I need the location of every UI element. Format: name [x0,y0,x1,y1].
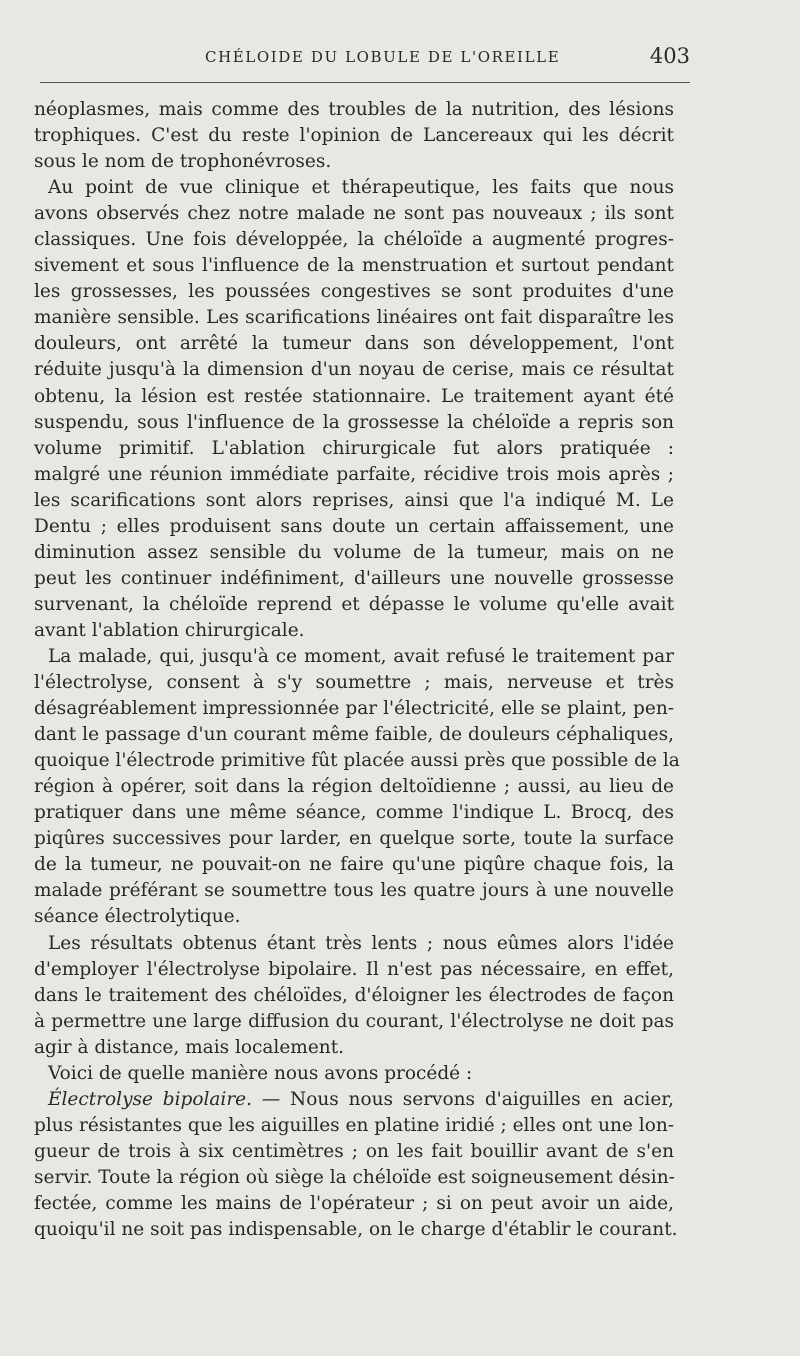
text-line: pratiquer dans une même séance, comme l'indique L. Brocq, des [34,802,674,824]
text-line: néoplasmes, mais comme des troubles de la nutrition, des lésions [34,99,674,120]
section-heading: Électrolyse bipolaire. [48,1088,252,1110]
text-line: douleurs, ont arrêté la tumeur dans son développement, l'ont [34,333,674,355]
page-number: 403 [649,44,690,68]
text-line: l'électrolyse, consent à s'y soumettre ; mais, nerveuse et très [34,672,674,694]
text-line: survenant, la chéloïde reprend et dépasse le volume qu'elle avait [34,593,674,615]
text-line: servir. Toute la région où siège la chéloïde est soigneusement désin- [34,1166,675,1188]
text-fragment: — Nous nous servons d'aiguilles en acier, [252,1088,674,1110]
text-line: quoique l'électrode primitive fût placée aussi près que possible de la [34,750,680,772]
body-text [34,97,680,1243]
text-line: obtenu, la lésion est restée stationnaire. Le traitement ayant été [34,385,674,407]
text-line: plus résistantes que les aiguilles en platine iridié ; elles ont une lon- [34,1114,674,1136]
text-line: désagréablement impressionnée par l'électricité, elle se plaint, pen- [34,698,674,720]
text-line: diminution assez sensible du volume de la tumeur, mais on ne [34,541,674,563]
text-line: Voici de quelle manière nous avons procédé : [48,1062,473,1084]
text-line: séance électrolytique. [34,906,241,928]
text-line: suspendu, sous l'influence de la grossesse la chéloïde a repris son [34,411,674,433]
text-line: Les résultats obtenus étant très lents ; nous eûmes alors l'idée [48,932,674,954]
text-line: quoiqu'il ne soit pas indispensable, on le charge d'établir le courant. [34,1219,678,1241]
text-line: fectée, comme les mains de l'opérateur ; si on peut avoir un aide, [34,1192,674,1214]
text-line: peut les continuer indéfiniment, d'ailleurs une nouvelle grossesse [34,567,674,589]
text-line: malade préférant se soumettre tous les quatre jours à une nouvelle [34,880,674,902]
text-line: agir à distance, mais localement. [34,1036,345,1058]
text-line: sivement et sous l'influence de la menstruation et surtout pendant [34,255,674,277]
text-line: dans le traitement des chéloïdes, d'éloigner les électrodes de façon [34,984,674,1006]
text-line: avant l'ablation chirurgicale. [34,619,305,641]
text-line: volume primitif. L'ablation chirurgicale fut alors pratiquée : [34,437,674,459]
text-line: avons observés chez notre malade ne sont pas nouveaux ; ils sont [34,203,674,225]
text-line: les scarifications sont alors reprises, ainsi que l'a indiqué M. Le [34,489,674,511]
text-line: de la tumeur, ne pouvait-on ne faire qu'une piqûre chaque fois, la [34,854,674,876]
text-line: dant le passage d'un courant même faible, de douleurs céphaliques, [34,724,674,746]
text-line: manière sensible. Les scarifications linéaires ont fait disparaître les [34,307,674,329]
text-line: sous le nom de trophonévroses. [34,151,332,173]
text-line: région à opérer, soit dans la région deltoïdienne ; aussi, au lieu de [34,776,674,798]
text-line: réduite jusqu'à la dimension d'un noyau de cerise, mais ce résultat [34,359,674,381]
text-line: gueur de trois à six centimètres ; on les fait bouillir avant de s'en [34,1140,674,1162]
page-header [40,44,690,80]
text-line: les grossesses, les poussées congestives se sont produites d'une [34,281,674,303]
text-line: piqûres successives pour larder, en quelque sorte, toute la surface [34,828,674,850]
text-line: classiques. Une fois développée, la chéloïde a augmenté progres- [34,229,674,251]
running-title: CHÉLOIDE DU LOBULE DE L'OREILLE [205,48,561,66]
text-line: trophiques. C'est du reste l'opinion de Lancereaux qui les décrit [34,125,674,147]
text-line: d'employer l'électrolyse bipolaire. Il n'est pas nécessaire, en effet, [34,958,674,980]
text-line: Au point de vue clinique et thérapeutique, les faits que nous [48,177,674,199]
text-line: à permettre une large diffusion du courant, l'électrolyse ne doit pas [34,1010,674,1032]
text-line: malgré une réunion immédiate parfaite, récidive trois mois après ; [34,463,674,485]
text-line [34,1087,674,1113]
text-line: La malade, qui, jusqu'à ce moment, avait refusé le traitement par [48,645,674,667]
header-rule [40,82,690,83]
text-line: Dentu ; elles produisent sans doute un certain affaissement, une [34,515,674,537]
